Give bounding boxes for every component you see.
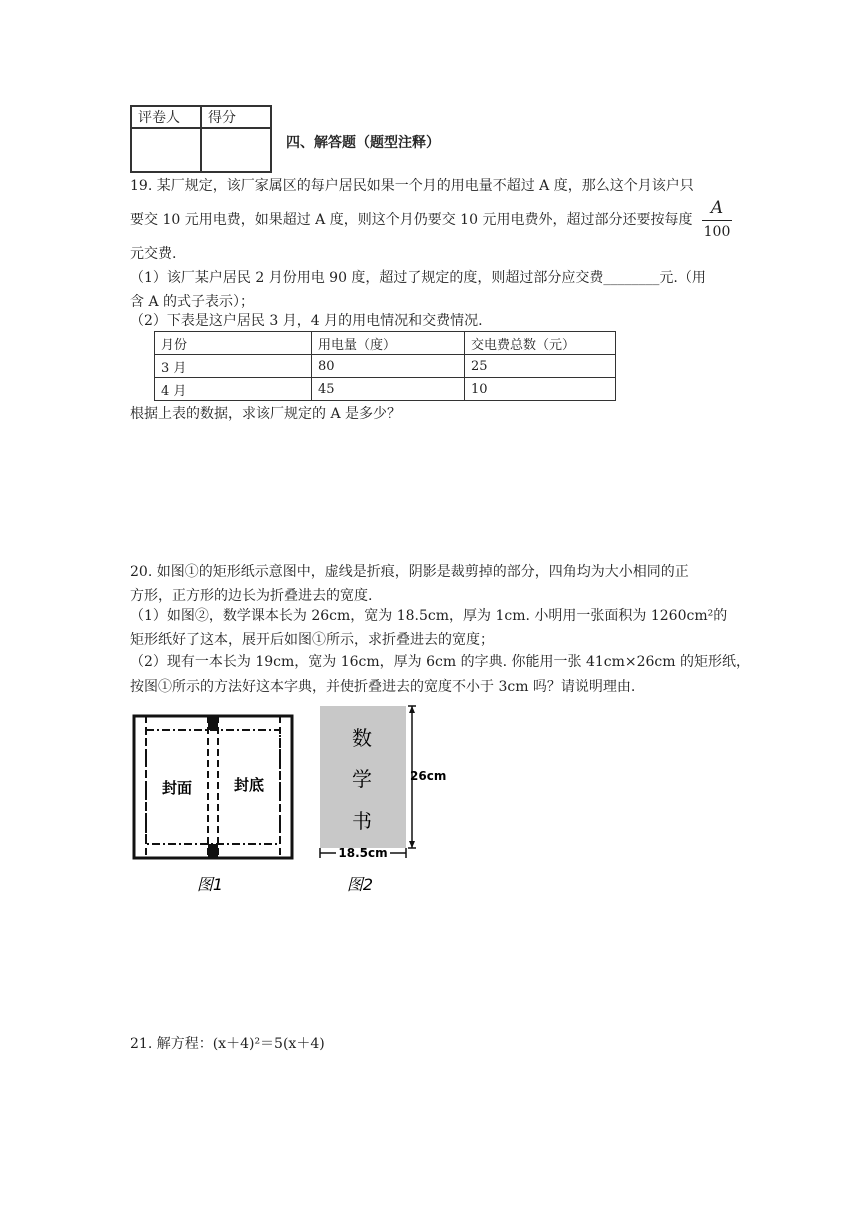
back-cover-label: 封底 — [233, 776, 265, 794]
q19-part1-line1: （1）该厂某户居民 2 月份用电 90 度，超过了规定的度，则超过部分应交费________元.（用 — [130, 270, 706, 286]
q19-part2: （2）下表是这户居民 3 月，4 月的用电情况和交费情况. — [130, 313, 483, 329]
book-char: 学 — [352, 767, 372, 791]
q19-line3: 元交费. — [130, 246, 177, 262]
front-cover-label: 封面 — [161, 779, 193, 797]
table-row — [155, 378, 616, 401]
table-header: 用电量（度） — [312, 332, 465, 355]
q19-fraction — [702, 198, 732, 241]
fraction-numerator: A — [710, 198, 724, 218]
table-header-row — [155, 332, 616, 355]
score-header: 得分 — [201, 106, 271, 128]
q20-line1: 20. 如图①的矩形纸示意图中，虚线是折痕，阴影是裁剪掉的部分，四角均为大小相同的正 — [130, 564, 689, 580]
figure-1-caption: 图1 — [196, 875, 224, 894]
q19-line2: 要交 10 元用电费，如果超过 A 度，则这个月仍要交 10 元用电费外，超过部分还要按每度 — [130, 212, 693, 228]
width-label: 18.5cm — [338, 846, 388, 860]
table-cell: 45 — [312, 378, 465, 401]
q20-part1-line1: （1）如图②，数学课本长为 26cm，宽为 18.5cm，厚为 1cm. 小明用一张面积为 1260cm²的 — [130, 608, 728, 624]
q20-line2: 方形，正方形的边长为折叠进去的宽度. — [130, 588, 373, 604]
grader-table — [130, 105, 272, 173]
table-cell: 10 — [465, 378, 616, 401]
reviewer-cell[interactable] — [131, 128, 201, 172]
reviewer-header: 评卷人 — [131, 106, 201, 128]
q20-part1-line2: 矩形纸好了这本，展开后如图①所示，求折叠进去的宽度； — [130, 632, 494, 648]
figure-2-caption: 图2 — [346, 875, 374, 894]
q19-ask: 根据上表的数据，求该厂规定的 A 是多少？ — [130, 406, 402, 422]
q20-part2-line1: （2）现有一本长为 19cm，宽为 16cm，厚为 6cm 的字典. 你能用一张 41cm×26cm 的矩形纸， — [130, 654, 750, 670]
table-cell: 80 — [312, 355, 465, 378]
section-title: 四、解答题（题型注释） — [286, 135, 440, 151]
book-char: 书 — [352, 809, 372, 833]
fraction-denominator: 100 — [703, 224, 731, 240]
table-header: 月份 — [155, 332, 312, 355]
table-cell: 4 月 — [155, 378, 312, 401]
book-char: 数 — [352, 726, 372, 750]
q19-part1-line2: 含 A 的式子表示）； — [130, 294, 255, 310]
table-header: 交电费总数（元） — [465, 332, 616, 355]
score-cell[interactable] — [201, 128, 271, 172]
table-cell: 3 月 — [155, 355, 312, 378]
figure-1 — [128, 710, 298, 900]
height-label: 26cm — [410, 769, 447, 783]
q21-text: 21. 解方程：(x＋4)²＝5(x＋4) — [130, 1036, 325, 1052]
q20-part2-line2: 按图①所示的方法好这本字典，并使折叠进去的宽度不小于 3cm 吗？请说明理由. — [130, 679, 636, 695]
figure-2 — [312, 700, 452, 900]
table-cell: 25 — [465, 355, 616, 378]
usage-table — [154, 331, 616, 401]
table-row — [155, 355, 616, 378]
q19-line1: 19. 某厂规定，该厂家属区的每户居民如果一个月的用电量不超过 A 度，那么这个月该户只 — [130, 178, 694, 194]
